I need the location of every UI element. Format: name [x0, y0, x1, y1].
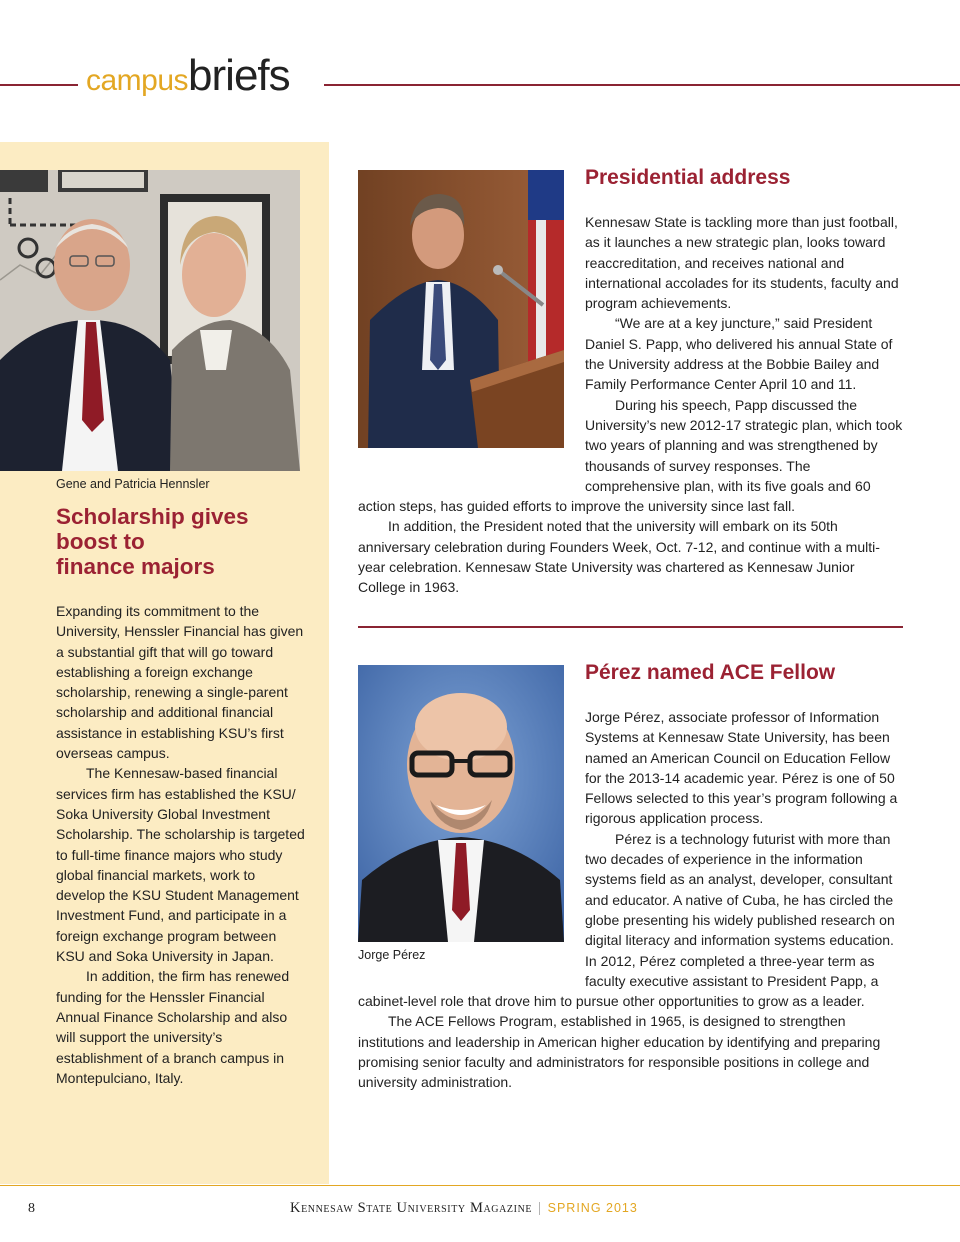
hennsler-photo-illustration — [0, 170, 300, 471]
footer-masthead — [290, 1200, 638, 1217]
perez-body — [358, 707, 903, 1093]
footer-rule — [0, 1185, 960, 1186]
presidential-paragraph: Kennesaw State is tackling more than just football, as it launches a new strategic plan, looks toward reaccreditation, and receives national and international accolades for its students, faculty and program achievements. — [585, 214, 899, 312]
hennsler-photo-caption: Gene and Patricia Hennsler — [56, 477, 210, 491]
scholarship-body — [56, 601, 306, 1088]
scholarship-headline — [56, 504, 306, 579]
section-title-bold: briefs — [188, 51, 290, 100]
hennsler-photo — [0, 170, 300, 471]
presidential-body — [358, 212, 903, 598]
scholarship-headline-line: Scholarship gives — [56, 504, 249, 529]
page-number: 8 — [28, 1201, 35, 1216]
section-title-light: campus — [86, 64, 189, 97]
scholarship-paragraph: Expanding its commitment to the University, Henssler Financial has given a substantial gift that will go toward establishing a foreign exchange scholarship, renewing a single-parent scholarship and additional financial assistance in establishing KSU’s first overseas campus. — [56, 603, 304, 762]
perez-paragraph: Pérez is a technology futurist with more than two decades of experience in the information systems field as an analyst, developer, consultant and educator. A native of Cuba, he has circled the globe presenting his widely published research on digital literacy and information systems education. In 2012, Pérez completed a three-year term as faculty executive assistant to President Papp, a cabinet-level role that drove him to pursue other opportunities to grow as a leader. — [358, 830, 895, 1010]
issue-season: SPRING 2013 — [547, 1201, 638, 1215]
header-rule-left — [0, 84, 78, 86]
presidential-paragraph: “We are at a key juncture,” said President Daniel S. Papp, who delivered his annual State of the University address at the Bobbie Bailey and Family Performance Center April 10 and 11. — [585, 315, 893, 393]
magazine-name: Kennesaw State University Magazine — [290, 1200, 533, 1216]
presidential-headline: Presidential address — [585, 166, 791, 189]
scholarship-paragraph: In addition, the firm has renewed funding for the Henssler Financial Annual Finance Scholarship and also will support the university’s establishment of a branch campus in Montepulciano, Italy. — [56, 968, 290, 1086]
scholarship-headline-line: finance majors — [56, 554, 215, 579]
article-divider — [358, 626, 903, 628]
scholarship-paragraph: The Kennesaw-based financial services firm has established the KSU/ Soka University Global Investment Scholarship. The scholarship is targeted to full-time finance majors who study global financial markets, work to develop the KSU Student Management Investment Fund, and participate in a foreign exchange program between KSU and Soka University in Japan. — [56, 765, 305, 965]
perez-paragraph: Jorge Pérez, associate professor of Information Systems at Kennesaw State University, has been named an American Council on Education Fellow for the 2013-14 academic year. Pérez is one of 50 Fellows selected to this year’s program following a rigorous application process. — [585, 709, 898, 827]
section-title — [86, 51, 290, 100]
header-rule-right — [324, 84, 960, 86]
footer-separator: | — [538, 1200, 542, 1216]
perez-photo-caption: Jorge Pérez — [358, 948, 426, 962]
presidential-paragraph: During his speech, Papp discussed the University’s new 2012-17 strategic plan, which took two years of planning and was strengthened by thousands of survey responses. The comprehensive plan, with its five goals and 60 action steps, has guided efforts to improve the university since last fall. — [358, 396, 903, 515]
perez-paragraph: The ACE Fellows Program, established in 1965, is designed to strengthen institutions and leadership in American higher education by identifying and preparing promising senior faculty and administrators for responsible positions in college and university administration. — [358, 1013, 881, 1091]
scholarship-headline-line: boost to — [56, 529, 145, 554]
presidential-paragraph: In addition, the President noted that the university will embark on its 50th anniversary celebration during Founders Week, Oct. 7-12, and continue with a multi-year celebration. Kennesaw State University was chartered as Kennesaw Junior College in 1963. — [358, 518, 880, 596]
perez-headline: Pérez named ACE Fellow — [585, 661, 836, 684]
